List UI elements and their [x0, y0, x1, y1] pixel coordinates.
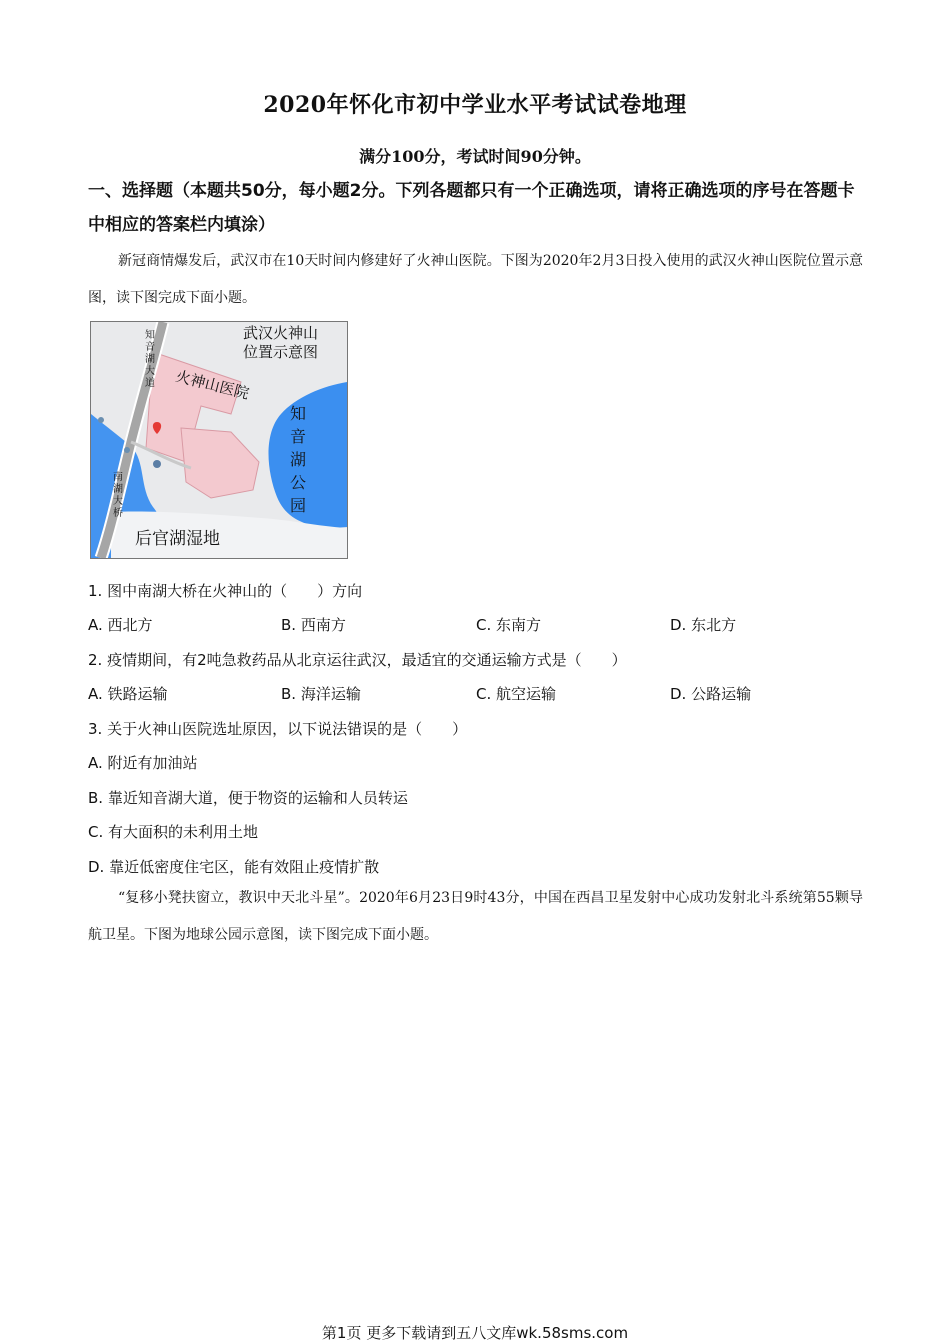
hospital-label: 火神山医院	[173, 367, 251, 403]
question-1-stem: 1. 图中南湖大桥在火神山的（ ）方向	[88, 582, 363, 600]
q2-option-a[interactable]: A. 铁路运输	[88, 685, 168, 703]
q3-option-c[interactable]: C. 有大面积的未利用土地	[88, 823, 259, 841]
page-title: 2020年怀化市初中学业水平考试试卷地理	[263, 92, 687, 118]
q2-option-b[interactable]: B. 海洋运输	[281, 685, 361, 703]
q2-option-c[interactable]: C. 航空运输	[476, 685, 557, 703]
map-figure	[90, 321, 348, 559]
q3-option-d[interactable]: D. 靠近低密度住宅区，能有效阻止疫情扩散	[88, 858, 380, 876]
intro-paragraph-2: “复移小凳扶窗立，教识中天北斗星”。2020年6月23日9时43分，中国在西昌卫星发射中心成功发射北斗系统第55颗导航卫星。下图为地球公园示意图，读下图完成下面小题。	[88, 890, 863, 943]
q1-option-a[interactable]: A. 西北方	[88, 616, 153, 634]
road-label: 知音湖大道	[145, 330, 155, 389]
park-label-char-2: 音	[289, 427, 306, 446]
page-footer: 第1页 更多下载请到五八文库wk.58sms.com	[321, 1324, 629, 1342]
map-title-line1: 武汉火神山	[243, 324, 319, 342]
bridge-label: 南湖大桥	[113, 472, 123, 519]
park-label	[287, 402, 309, 517]
q1-option-d[interactable]: D. 东北方	[670, 616, 737, 634]
q1-option-c[interactable]: C. 东南方	[476, 616, 542, 634]
exam-info: 满分100分，考试时间90分钟。	[359, 147, 591, 166]
section-heading: 一、选择题（本题共50分，每小题2分。下列各题都只有一个正确选项，请将正确选项的序号在答题卡中相应的答案栏内填涂）	[88, 181, 855, 235]
q3-option-b[interactable]: B. 靠近知音湖大道，便于物资的运输和人员转运	[88, 789, 408, 807]
map-title-line2: 位置示意图	[243, 343, 319, 361]
intro-paragraph-1: 新冠商情爆发后，武汉市在10天时间内修建好了火神山医院。下图为2020年2月3日投入使用的武汉火神山医院位置示意图，读下图完成下面小题。	[88, 253, 863, 306]
park-label-char-4: 公	[289, 473, 306, 492]
wetland-label: 后官湖湿地	[135, 529, 220, 549]
question-2-stem: 2. 疫情期间，有2吨急救药品从北京运往武汉，最适宜的交通运输方式是（ ）	[88, 651, 627, 669]
park-label-char-5: 园	[289, 496, 306, 515]
park-label-char-3: 湖	[289, 450, 306, 469]
q1-option-b[interactable]: B. 西南方	[281, 616, 346, 634]
q3-option-a[interactable]: A. 附近有加油站	[88, 754, 198, 772]
q2-option-d[interactable]: D. 公路运输	[670, 685, 752, 703]
question-3-stem: 3. 关于火神山医院选址原因，以下说法错误的是（ ）	[88, 720, 468, 738]
park-label-char-1: 知	[289, 404, 306, 423]
